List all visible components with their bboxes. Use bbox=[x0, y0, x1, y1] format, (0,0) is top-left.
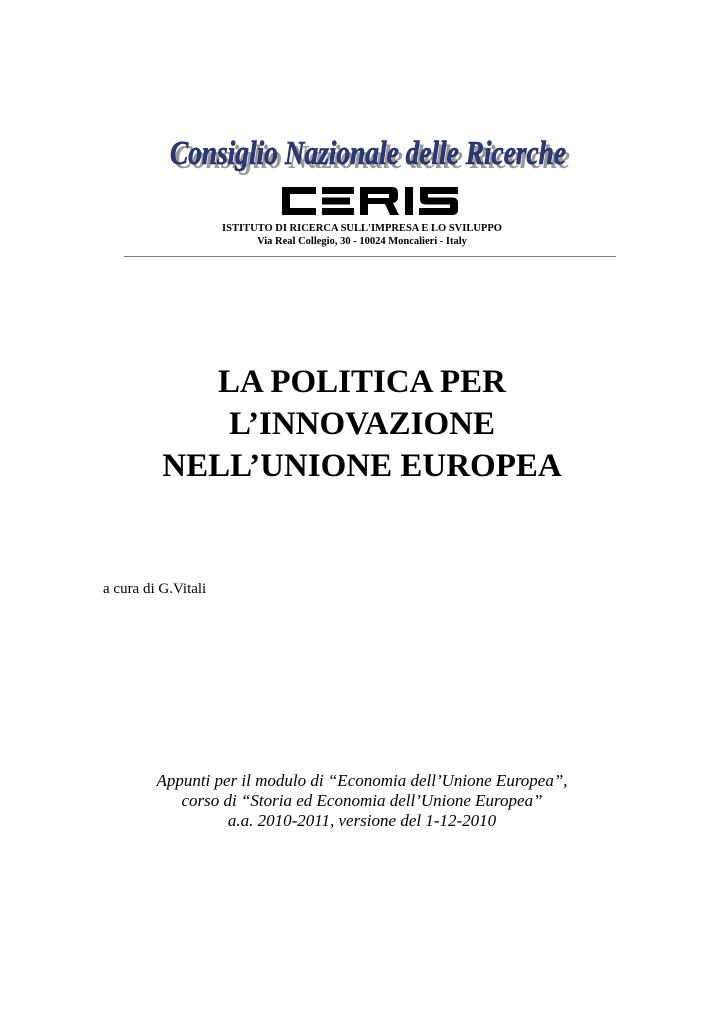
cnr-logo bbox=[160, 128, 580, 186]
editor-credit: a cura di G.Vitali bbox=[103, 581, 207, 597]
notes-line-1: Appunti per il modulo di “Economia dell’Unione Europea”, bbox=[156, 771, 568, 790]
title-line-2: L’INNOVAZIONE bbox=[229, 406, 495, 442]
institute-address: Via Real Collegio, 30 - 10024 Moncalieri - Italy bbox=[257, 236, 467, 247]
notes-line-2: corso di “Storia ed Economia dell’Unione Europea” bbox=[181, 791, 543, 810]
svg-text:Consiglio Nazionale delle Rice: Consiglio Nazionale delle Ricerche bbox=[170, 135, 566, 172]
header-divider bbox=[124, 256, 616, 257]
notes-line-3: a.a. 2010-2011, versione del 1-12-2010 bbox=[227, 811, 497, 830]
institute-name: ISTITUTO DI RICERCA SULL'IMPRESA E LO SVILUPPO bbox=[222, 223, 502, 234]
svg-text:Consiglio Nazionale delle Rice: Consiglio Nazionale delle Ricerche bbox=[174, 139, 570, 176]
title-line-3: NELL’UNIONE EUROPEA bbox=[162, 448, 562, 484]
ceris-logo bbox=[278, 183, 462, 219]
course-notes bbox=[0, 771, 724, 831]
title-line-1: LA POLITICA PER bbox=[218, 364, 506, 400]
document-title bbox=[0, 361, 724, 487]
